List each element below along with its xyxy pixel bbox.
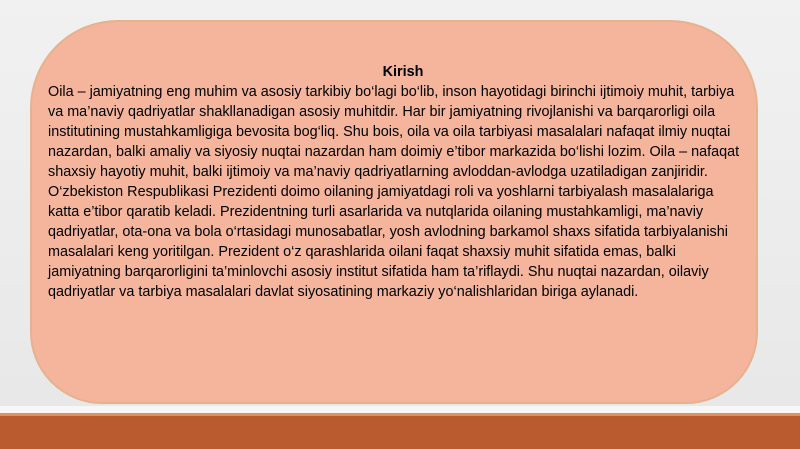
slide-title: Kirish xyxy=(382,64,424,80)
paragraph-president: O‘zbekiston Respublikasi Prezidenti doimo oilaning jamiyatdagi roli va yoshlarni tarbiyalash masalalariga katta e’tibor qaratib keladi. Prezidentning turli asarlarida va nutqlarida oilaning mustahkamligi, ma’naviy qadriyatlar, ota-ona va bola o‘rtasidagi munosabatlar, yosh avlodning barkamol shaxs sifatida tarbiyalanishi masalalari keng yoritilgan. Prezident o‘z qarashlarida oilani faqat shaxsiy muhit sifatida emas, balki jamiyatning barqarorligini ta’minlovchi asosiy institut sifatida ham ta’riflaydi. Shu nuqtai nazardan, oilaviy qadriyatlar va tarbiya masalalari davlat siyosatining markaziy yo‘nalishlaridan biriga aylanadi. xyxy=(48,184,728,300)
footer-stripe-dark xyxy=(0,416,800,449)
paragraph-intro: Oila – jamiyatning eng muhim va asosiy tarkibiy bo‘lagi bo‘lib, inson hayotidagi birinchi ijtimoiy muhit, tarbiya va ma’naviy qadriyatlar shakllanadigan asosiy muhitdir. Har bir jamiyatning rivojlanishi va barqarorligi oila institutining mustahkamligiga bevosita bog‘liq. Shu bois, oila va oila tarbiyasi masalalari nafaqat ilmiy nuqtai nazardan, balki amaliy va siyosiy nuqtai nazardan ham doimiy e’tibor markazida bo‘lishi lozim. Oila – nafaqat shaxsiy hayotiy muhit, balki ijtimoiy va ma’naviy qadriyatlarning avloddan-avlodga uzatiladigan zanjiridir. xyxy=(48,84,740,180)
text-area xyxy=(48,62,748,302)
